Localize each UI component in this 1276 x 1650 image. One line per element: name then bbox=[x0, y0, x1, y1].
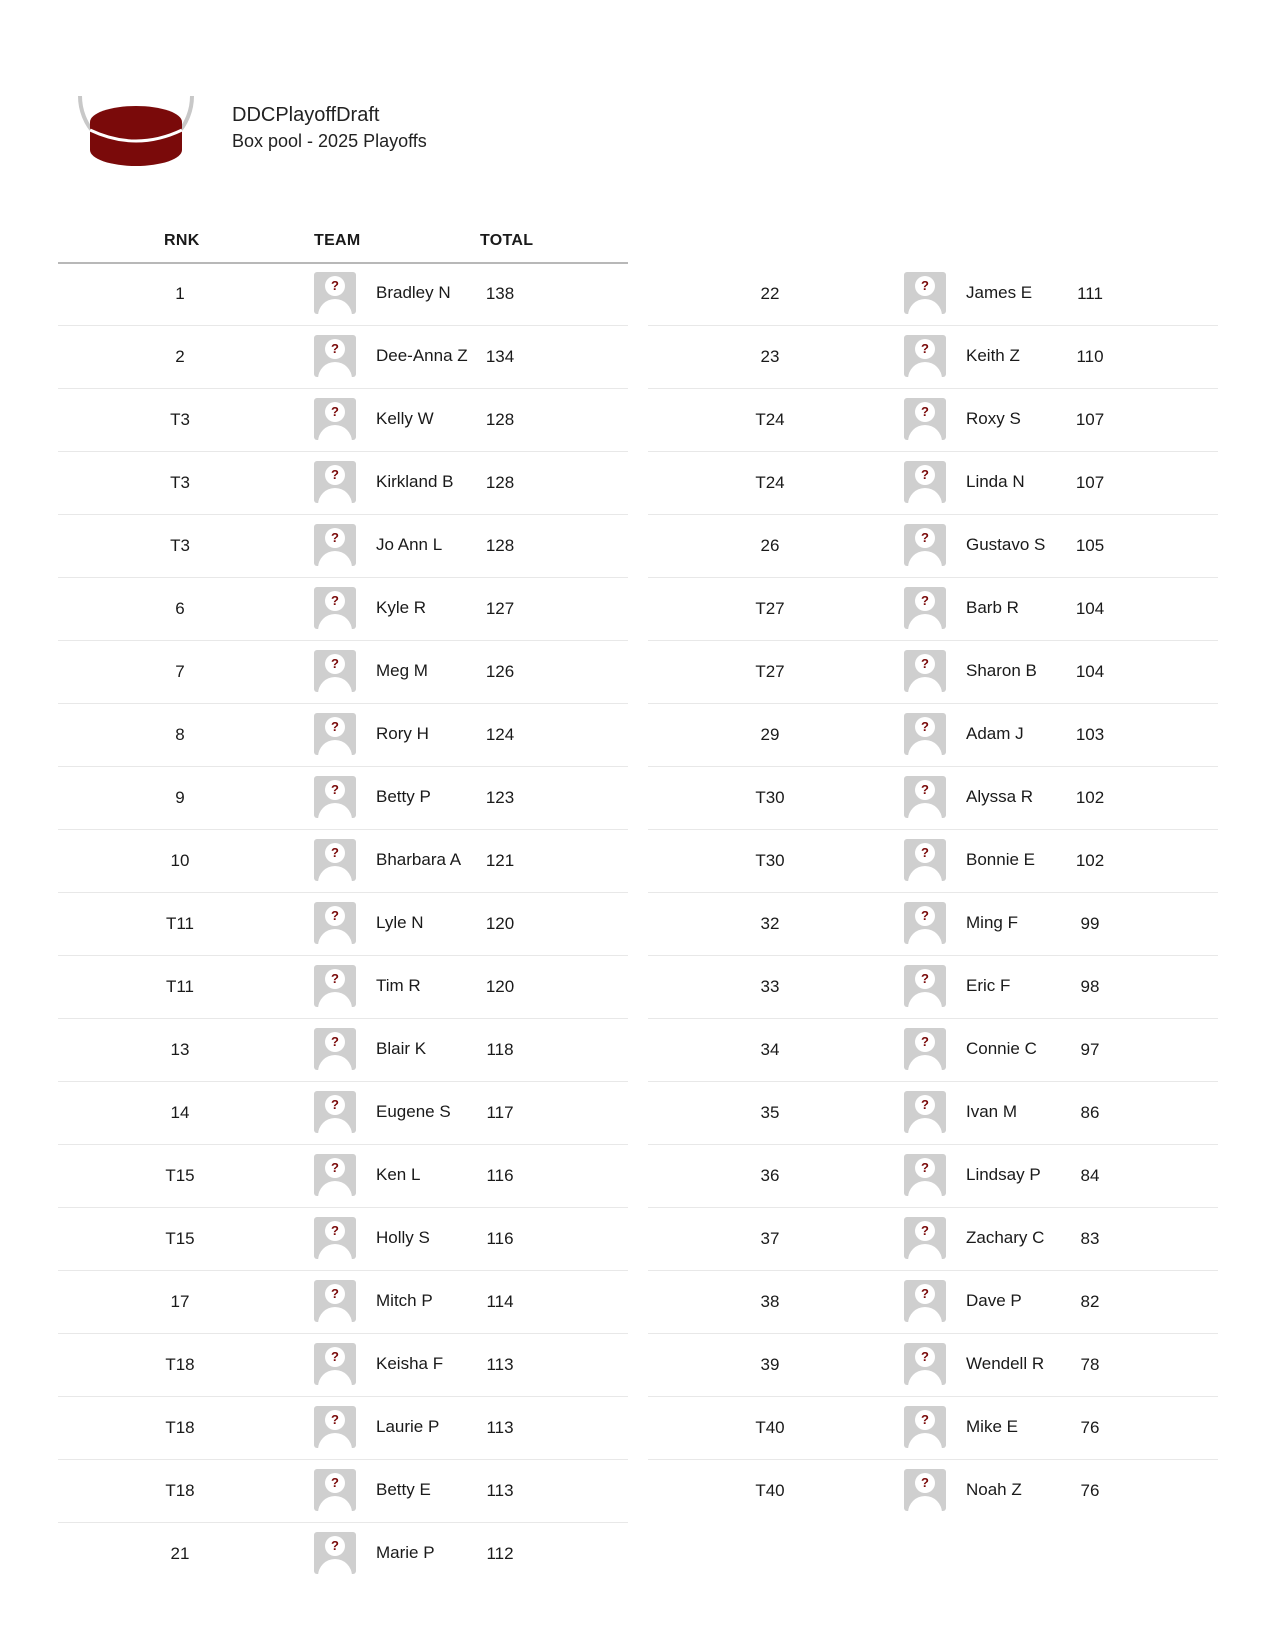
rank-cell: 10 bbox=[170, 851, 190, 870]
rank-cell: T18 bbox=[165, 1355, 195, 1374]
default-avatar-icon[interactable]: ? bbox=[314, 1280, 356, 1322]
hockey-puck-icon bbox=[74, 92, 198, 194]
team-name[interactable]: Holly S bbox=[376, 1228, 430, 1247]
total-points: 105 bbox=[1075, 536, 1105, 555]
team-name[interactable]: Ken L bbox=[376, 1165, 421, 1184]
standings-row[interactable] bbox=[58, 704, 628, 767]
standings-row[interactable] bbox=[648, 263, 1218, 326]
default-avatar-icon[interactable]: ? bbox=[314, 965, 356, 1007]
standings-row[interactable] bbox=[648, 452, 1218, 515]
rank-cell: 32 bbox=[760, 914, 780, 933]
standings-row[interactable] bbox=[58, 578, 628, 641]
default-avatar-icon[interactable]: ? bbox=[314, 272, 356, 314]
team-name[interactable]: Betty E bbox=[376, 1480, 431, 1499]
default-avatar-icon[interactable]: ? bbox=[314, 461, 356, 503]
rank-cell: 17 bbox=[170, 1292, 190, 1311]
team-name[interactable]: James E bbox=[966, 283, 1033, 302]
standings-row[interactable] bbox=[648, 1019, 1218, 1082]
standings-row[interactable] bbox=[648, 326, 1218, 389]
standings-row[interactable] bbox=[58, 893, 628, 956]
standings-row[interactable] bbox=[58, 326, 628, 389]
rank-cell: 2 bbox=[175, 347, 185, 366]
team-name[interactable]: Keith Z bbox=[966, 346, 1020, 365]
default-avatar-icon[interactable]: ? bbox=[314, 839, 356, 881]
total-points: 128 bbox=[485, 410, 515, 429]
rank-cell: 7 bbox=[175, 662, 185, 681]
team-name[interactable]: Ivan M bbox=[966, 1102, 1018, 1121]
rank-cell: T18 bbox=[165, 1418, 195, 1437]
total-points: 82 bbox=[1080, 1292, 1100, 1311]
total-points: 124 bbox=[485, 725, 515, 744]
total-points: 76 bbox=[1080, 1418, 1100, 1437]
default-avatar-icon[interactable]: ? bbox=[314, 587, 356, 629]
team-name[interactable]: Kirkland B bbox=[376, 472, 454, 491]
standings-row[interactable] bbox=[58, 641, 628, 704]
default-avatar-icon[interactable]: ? bbox=[314, 1217, 356, 1259]
team-name[interactable]: Lindsay P bbox=[966, 1165, 1041, 1184]
total-points: 121 bbox=[485, 851, 515, 870]
standings-row[interactable] bbox=[58, 956, 628, 1019]
team-name[interactable]: Wendell R bbox=[966, 1354, 1045, 1373]
total-points: 113 bbox=[486, 1481, 514, 1500]
standings-row[interactable] bbox=[648, 704, 1218, 767]
rank-cell: 21 bbox=[170, 1544, 190, 1563]
default-avatar-icon[interactable]: ? bbox=[904, 398, 946, 440]
standings-row[interactable] bbox=[58, 1208, 628, 1271]
rank-cell: T40 bbox=[755, 1418, 785, 1437]
standings-list-right bbox=[648, 263, 1218, 1522]
rank-cell: T24 bbox=[755, 410, 785, 429]
default-avatar-icon[interactable]: ? bbox=[904, 587, 946, 629]
total-points: 83 bbox=[1080, 1229, 1100, 1248]
default-avatar-icon[interactable]: ? bbox=[904, 1406, 946, 1448]
team-name[interactable]: Betty P bbox=[376, 787, 431, 806]
total-points: 138 bbox=[485, 284, 515, 303]
team-name[interactable]: Mike E bbox=[966, 1417, 1018, 1436]
team-name[interactable]: Connie C bbox=[966, 1039, 1037, 1058]
standings-row[interactable] bbox=[58, 830, 628, 893]
team-name[interactable]: Alyssa R bbox=[966, 787, 1034, 806]
rank-cell: 37 bbox=[760, 1229, 780, 1248]
default-avatar-icon[interactable]: ? bbox=[904, 776, 946, 818]
team-name[interactable]: Adam J bbox=[966, 724, 1024, 743]
default-avatar-icon[interactable]: ? bbox=[904, 713, 946, 755]
team-name[interactable]: Blair K bbox=[376, 1039, 427, 1058]
rank-cell: 1 bbox=[175, 284, 185, 303]
total-points: 86 bbox=[1080, 1103, 1100, 1122]
team-name[interactable]: Eugene S bbox=[376, 1102, 451, 1121]
rank-cell: T3 bbox=[170, 473, 190, 492]
total-points: 123 bbox=[485, 788, 515, 807]
standings-row[interactable] bbox=[58, 1334, 628, 1397]
standings-row[interactable] bbox=[648, 1460, 1218, 1522]
default-avatar-icon[interactable]: ? bbox=[904, 839, 946, 881]
total-points: 103 bbox=[1075, 725, 1105, 744]
rank-cell: 29 bbox=[760, 725, 780, 744]
rank-column-header[interactable]: RNK bbox=[164, 232, 200, 249]
total-points: 116 bbox=[486, 1229, 514, 1248]
rank-cell: T24 bbox=[755, 473, 785, 492]
standings-row[interactable] bbox=[648, 1397, 1218, 1460]
team-name[interactable]: Jo Ann L bbox=[376, 535, 443, 554]
default-avatar-icon[interactable]: ? bbox=[904, 1091, 946, 1133]
default-avatar-icon[interactable]: ? bbox=[314, 398, 356, 440]
default-avatar-icon[interactable]: ? bbox=[314, 1343, 356, 1385]
default-avatar-icon[interactable]: ? bbox=[314, 1469, 356, 1511]
team-name[interactable]: Ming F bbox=[966, 913, 1018, 932]
default-avatar-icon[interactable]: ? bbox=[904, 524, 946, 566]
total-points: 126 bbox=[485, 662, 515, 681]
standings-row[interactable] bbox=[58, 452, 628, 515]
standings-row[interactable] bbox=[58, 1145, 628, 1208]
rank-cell: T27 bbox=[755, 599, 785, 618]
team-name[interactable]: Mitch P bbox=[376, 1291, 433, 1310]
team-name[interactable]: Rory H bbox=[376, 724, 429, 743]
standings-row[interactable] bbox=[648, 1271, 1218, 1334]
rank-cell: 34 bbox=[760, 1040, 780, 1059]
rank-cell: T11 bbox=[165, 914, 195, 933]
total-points: 107 bbox=[1075, 473, 1105, 492]
total-points: 128 bbox=[485, 473, 515, 492]
standings-row[interactable] bbox=[648, 830, 1218, 893]
total-points: 110 bbox=[1076, 347, 1104, 366]
page-header bbox=[74, 92, 674, 202]
default-avatar-icon[interactable]: ? bbox=[904, 965, 946, 1007]
total-points: 114 bbox=[486, 1292, 514, 1311]
pool-subtitle: Box pool - 2025 Playoffs bbox=[232, 131, 427, 151]
default-avatar-icon[interactable]: ? bbox=[904, 1343, 946, 1385]
team-name[interactable]: Bharbara A bbox=[376, 850, 462, 869]
standings-row[interactable] bbox=[648, 1334, 1218, 1397]
total-points: 102 bbox=[1075, 851, 1105, 870]
team-name[interactable]: Roxy S bbox=[966, 409, 1021, 428]
standings-row[interactable] bbox=[58, 767, 628, 830]
default-avatar-icon[interactable]: ? bbox=[314, 524, 356, 566]
rank-cell: T18 bbox=[165, 1481, 195, 1500]
total-points: 111 bbox=[1077, 284, 1103, 303]
total-points: 102 bbox=[1075, 788, 1105, 807]
team-name[interactable]: Laurie P bbox=[376, 1417, 440, 1436]
default-avatar-icon[interactable]: ? bbox=[904, 272, 946, 314]
total-points: 113 bbox=[486, 1355, 514, 1374]
rank-cell: T11 bbox=[165, 977, 195, 996]
default-avatar-icon[interactable]: ? bbox=[314, 335, 356, 377]
team-name[interactable]: Kelly W bbox=[376, 409, 434, 428]
rank-cell: 14 bbox=[170, 1103, 190, 1122]
team-name[interactable]: Eric F bbox=[966, 976, 1011, 995]
default-avatar-icon[interactable]: ? bbox=[904, 1280, 946, 1322]
standings-row[interactable] bbox=[58, 1082, 628, 1145]
standings-row[interactable] bbox=[58, 263, 628, 326]
total-points: 120 bbox=[485, 977, 515, 996]
total-points: 128 bbox=[485, 536, 515, 555]
team-name[interactable]: Dee-Anna Z bbox=[376, 346, 468, 365]
total-points: 120 bbox=[485, 914, 515, 933]
rank-cell: T15 bbox=[165, 1166, 195, 1185]
rank-cell: 13 bbox=[170, 1040, 190, 1059]
default-avatar-icon[interactable]: ? bbox=[904, 650, 946, 692]
team-name[interactable]: Bonnie E bbox=[966, 850, 1035, 869]
standings-row[interactable] bbox=[648, 1082, 1218, 1145]
rank-cell: 38 bbox=[760, 1292, 780, 1311]
total-points: 99 bbox=[1080, 914, 1100, 933]
default-avatar-icon[interactable]: ? bbox=[904, 1217, 946, 1259]
total-points: 78 bbox=[1080, 1355, 1100, 1374]
rank-cell: T30 bbox=[755, 851, 785, 870]
total-points: 104 bbox=[1075, 662, 1105, 681]
team-name[interactable]: Dave P bbox=[966, 1291, 1022, 1310]
team-name[interactable]: Meg M bbox=[376, 661, 428, 680]
default-avatar-icon[interactable]: ? bbox=[314, 1028, 356, 1070]
default-avatar-icon[interactable]: ? bbox=[314, 1406, 356, 1448]
standings-row[interactable] bbox=[648, 515, 1218, 578]
rank-cell: 35 bbox=[760, 1103, 780, 1122]
rank-cell: 33 bbox=[760, 977, 780, 996]
team-name[interactable]: Sharon B bbox=[966, 661, 1037, 680]
rank-cell: T40 bbox=[755, 1481, 785, 1500]
standings-row[interactable] bbox=[648, 578, 1218, 641]
team-name[interactable]: Gustavo S bbox=[966, 535, 1046, 554]
rank-cell: T15 bbox=[165, 1229, 195, 1248]
default-avatar-icon[interactable]: ? bbox=[314, 1091, 356, 1133]
standings-row[interactable] bbox=[648, 1208, 1218, 1271]
default-avatar-icon[interactable]: ? bbox=[904, 335, 946, 377]
total-points: 97 bbox=[1080, 1040, 1100, 1059]
total-points: 134 bbox=[485, 347, 515, 366]
rank-cell: T27 bbox=[755, 662, 785, 681]
total-points: 98 bbox=[1080, 977, 1100, 996]
rank-cell: T30 bbox=[755, 788, 785, 807]
standings-list-left bbox=[58, 263, 628, 1585]
team-name[interactable]: Kyle R bbox=[376, 598, 427, 617]
total-column-header[interactable]: TOTAL bbox=[480, 232, 534, 249]
team-name[interactable]: Lyle N bbox=[376, 913, 424, 932]
team-name[interactable]: Noah Z bbox=[966, 1480, 1022, 1499]
rank-cell: T3 bbox=[170, 536, 190, 555]
total-points: 117 bbox=[486, 1103, 514, 1122]
rank-cell: 23 bbox=[760, 347, 780, 366]
standings-row[interactable] bbox=[648, 893, 1218, 956]
default-avatar-icon[interactable]: ? bbox=[904, 902, 946, 944]
total-points: 113 bbox=[486, 1418, 514, 1437]
rank-cell: 39 bbox=[760, 1355, 780, 1374]
team-name[interactable]: Tim R bbox=[376, 976, 421, 995]
standings-row[interactable] bbox=[58, 1460, 628, 1523]
app-title: DDCPlayoffDraft bbox=[232, 104, 380, 126]
rank-cell: 6 bbox=[175, 599, 185, 618]
standings-row[interactable] bbox=[648, 389, 1218, 452]
total-points: 104 bbox=[1075, 599, 1105, 618]
rank-cell: 36 bbox=[760, 1166, 780, 1185]
default-avatar-icon[interactable]: ? bbox=[314, 1532, 356, 1574]
total-points: 118 bbox=[486, 1040, 514, 1059]
standings-row[interactable] bbox=[648, 956, 1218, 1019]
rank-cell: 9 bbox=[175, 788, 185, 807]
team-name[interactable]: Zachary C bbox=[966, 1228, 1045, 1247]
rank-cell: 26 bbox=[760, 536, 780, 555]
title-block bbox=[232, 102, 427, 154]
standings-row[interactable] bbox=[58, 515, 628, 578]
standings-row[interactable] bbox=[58, 1019, 628, 1082]
default-avatar-icon[interactable]: ? bbox=[904, 461, 946, 503]
default-avatar-icon[interactable]: ? bbox=[904, 1469, 946, 1511]
standings-table-header bbox=[58, 232, 628, 264]
default-avatar-icon[interactable]: ? bbox=[904, 1028, 946, 1070]
rank-cell: 22 bbox=[760, 284, 780, 303]
default-avatar-icon[interactable]: ? bbox=[314, 650, 356, 692]
default-avatar-icon[interactable]: ? bbox=[314, 776, 356, 818]
standings-row[interactable] bbox=[648, 641, 1218, 704]
team-name[interactable]: Barb R bbox=[966, 598, 1019, 617]
default-avatar-icon[interactable]: ? bbox=[314, 1154, 356, 1196]
team-name[interactable]: Keisha F bbox=[376, 1354, 444, 1373]
team-name[interactable]: Bradley N bbox=[376, 283, 451, 302]
rank-cell: T3 bbox=[170, 410, 190, 429]
team-name[interactable]: Linda N bbox=[966, 472, 1025, 491]
total-points: 116 bbox=[486, 1166, 514, 1185]
team-column-header[interactable]: TEAM bbox=[314, 232, 361, 249]
standings-row[interactable] bbox=[58, 1271, 628, 1334]
default-avatar-icon[interactable]: ? bbox=[904, 1154, 946, 1196]
total-points: 127 bbox=[485, 599, 515, 618]
total-points: 84 bbox=[1080, 1166, 1100, 1185]
default-avatar-icon[interactable]: ? bbox=[314, 713, 356, 755]
default-avatar-icon[interactable]: ? bbox=[314, 902, 356, 944]
standings-row[interactable] bbox=[58, 1523, 628, 1585]
total-points: 107 bbox=[1075, 410, 1105, 429]
standings-row[interactable] bbox=[648, 1145, 1218, 1208]
standings-row[interactable] bbox=[58, 389, 628, 452]
standings-row[interactable] bbox=[648, 767, 1218, 830]
standings-row[interactable] bbox=[58, 1397, 628, 1460]
total-points: 112 bbox=[486, 1544, 514, 1563]
total-points: 76 bbox=[1080, 1481, 1100, 1500]
rank-cell: 8 bbox=[175, 725, 185, 744]
team-name[interactable]: Marie P bbox=[376, 1543, 435, 1562]
